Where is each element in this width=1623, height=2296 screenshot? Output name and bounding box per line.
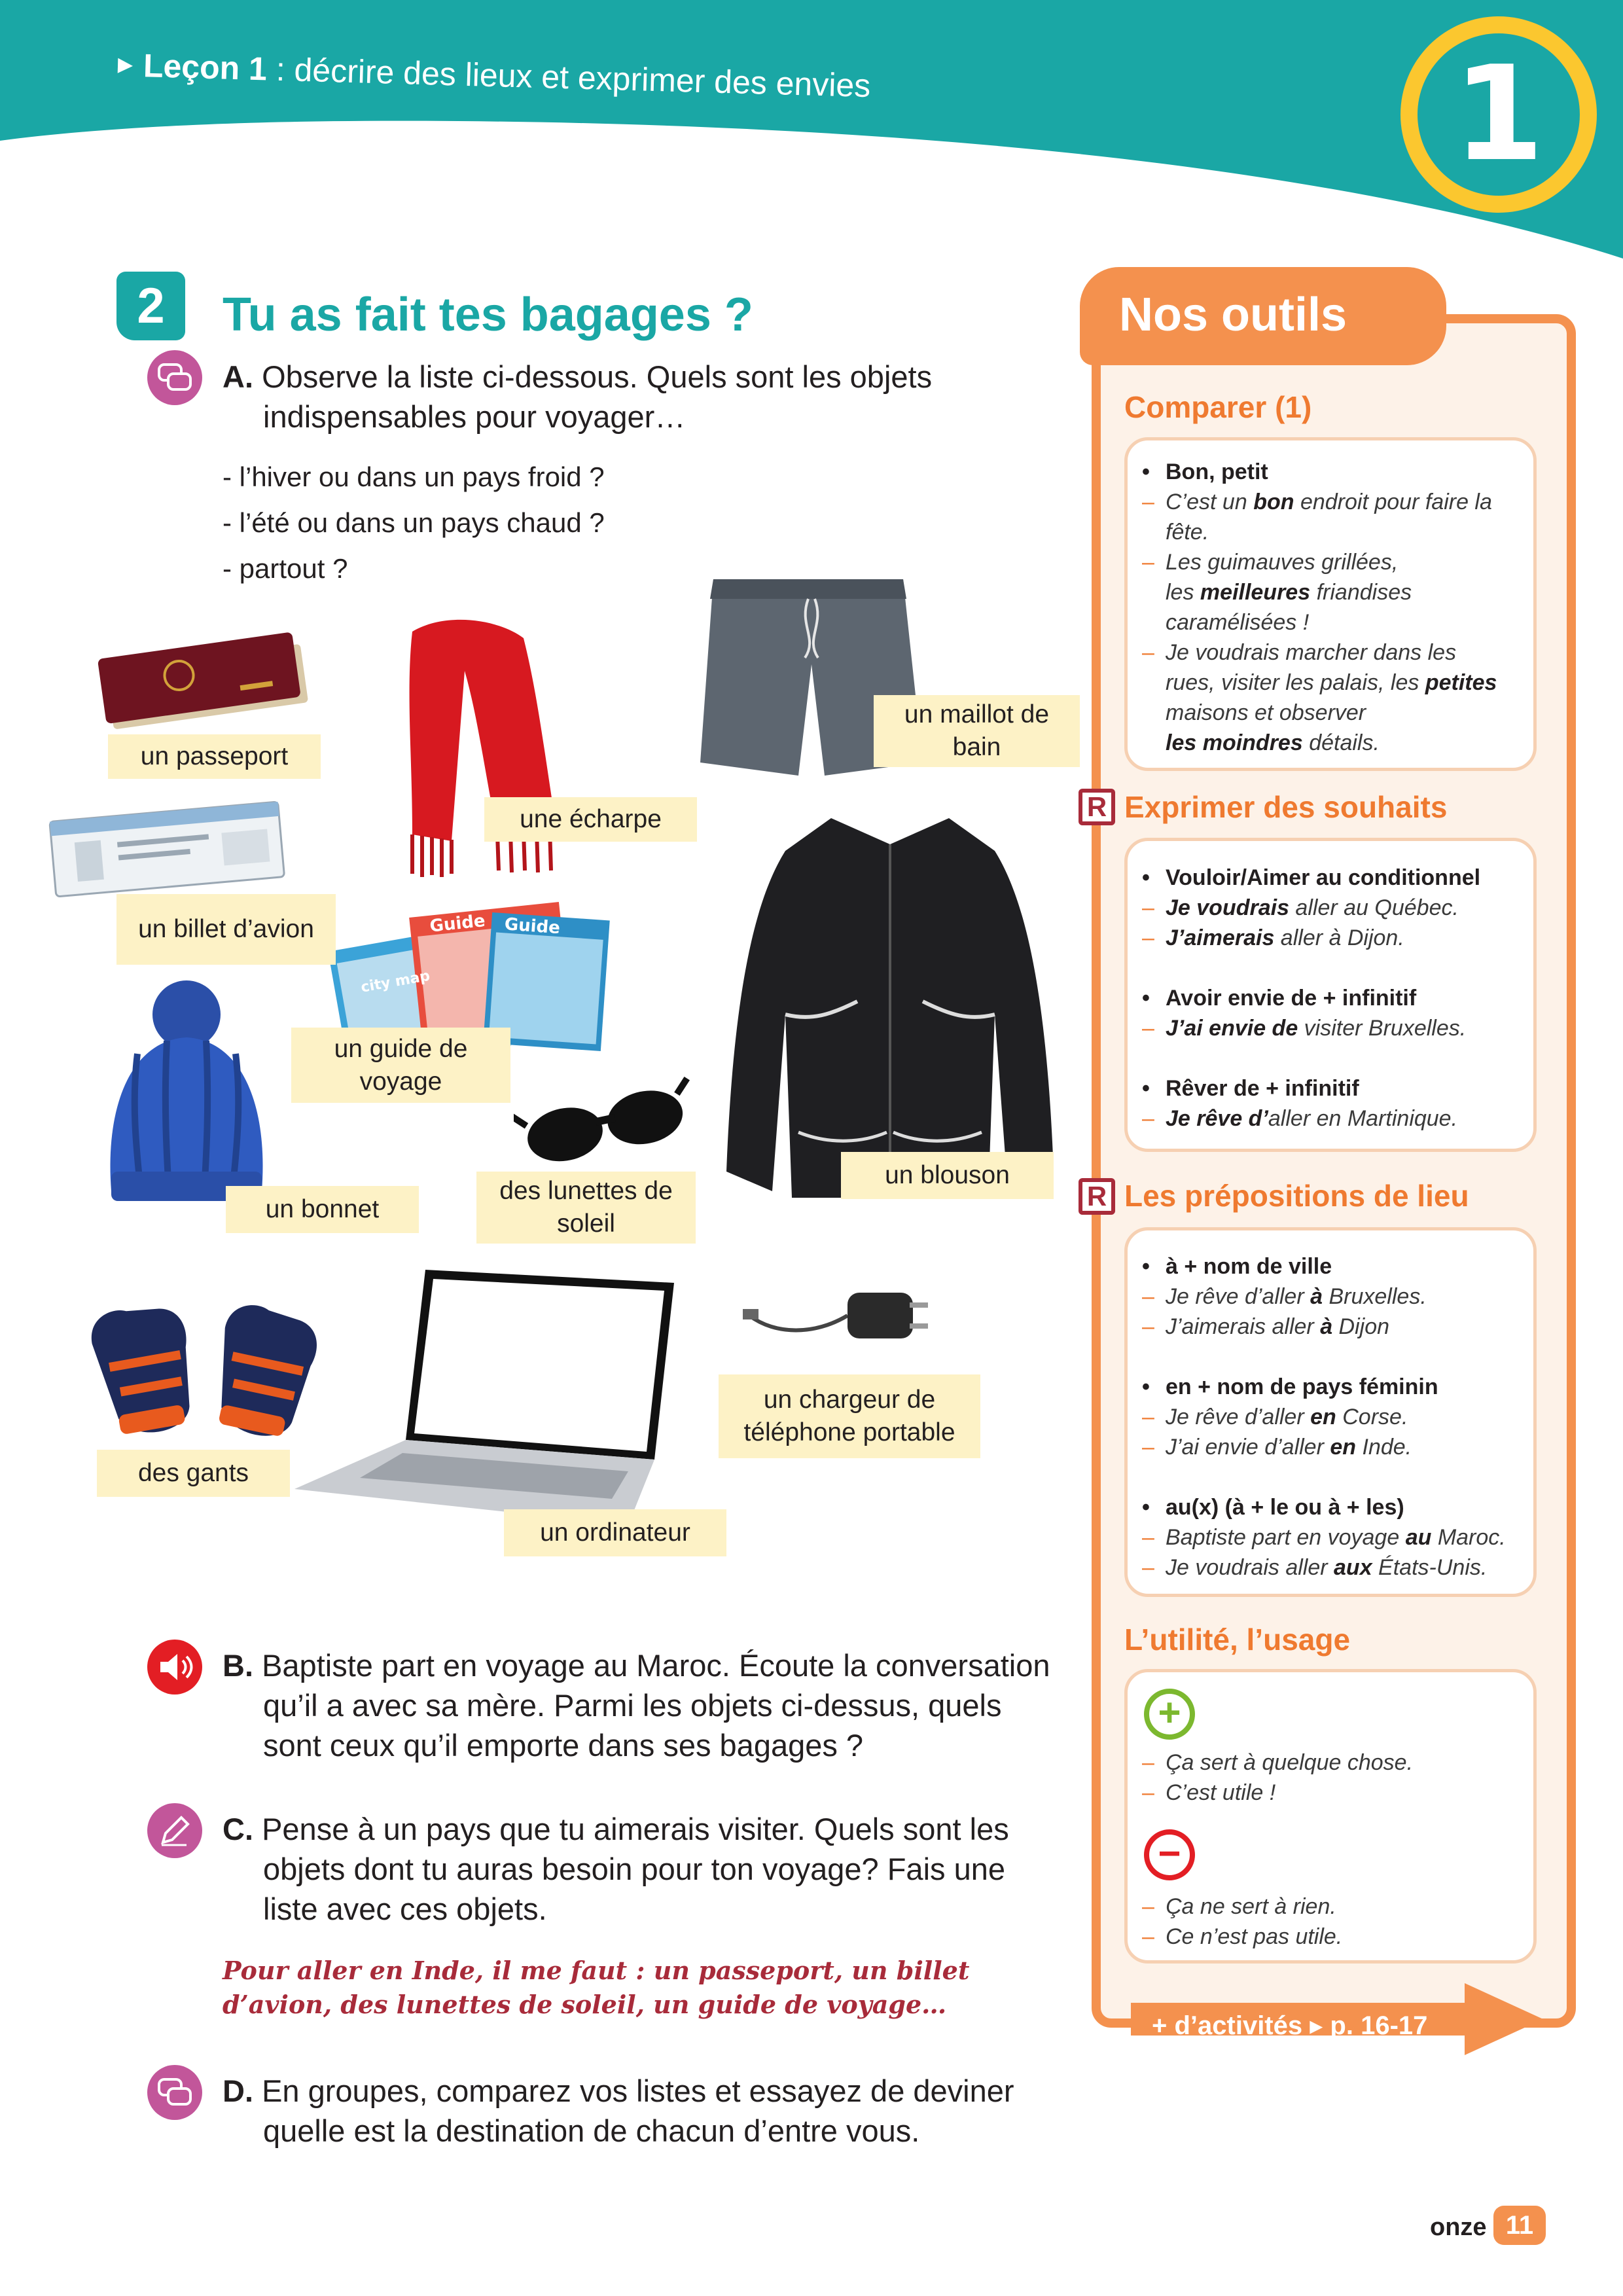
gloves-image <box>72 1283 321 1460</box>
example-text: Baptiste part en voyage <box>1166 1525 1406 1550</box>
text-utilite-negative: – Ça ne sert à rien. – Ce n’est pas utile. <box>1142 1894 1343 1949</box>
label-maillot <box>874 695 1080 767</box>
example-keyword: bon <box>1253 490 1294 514</box>
page-number: 11 <box>1493 2206 1546 2245</box>
task-c-line3: liste avec ces objets. <box>263 1892 547 1926</box>
laptop-image <box>288 1263 681 1532</box>
rule-avoir-envie: Avoir envie de + infinitif <box>1166 986 1417 1011</box>
label-blouson: un blouson <box>841 1152 1054 1199</box>
example-text: Je voudrais aller <box>1166 1555 1334 1580</box>
city-map-word: city map <box>359 967 431 996</box>
task-c-line1: Pense à un pays que tu aimerais visiter. Quels sont les <box>262 1812 1009 1846</box>
task-b-line1: Baptiste part en voyage au Maroc. Écoute la conversation <box>262 1648 1050 1683</box>
example-keyword: en <box>1310 1405 1336 1429</box>
label-lunettes-line2: soleil <box>557 1210 615 1238</box>
guide-cover-word: Guide <box>503 914 561 939</box>
task-a-letter: A. <box>223 359 253 394</box>
example-text: Bruxelles. <box>1323 1284 1427 1309</box>
rule-au-aux: au(x) (à + le ou à + les) <box>1166 1495 1404 1520</box>
task-a-bullet: - l’été ou dans un pays chaud ? <box>223 507 605 538</box>
label-bonnet: un bonnet <box>226 1186 419 1233</box>
rule-bon-petit: Bon, petit <box>1166 459 1268 484</box>
example-text: rues, visiter les palais, les <box>1166 670 1425 695</box>
example-text: Ça ne sert à rien. <box>1166 1894 1336 1919</box>
label-chargeur <box>719 1374 980 1458</box>
label-echarpe: une écharpe <box>484 797 697 842</box>
label-lunettes <box>476 1172 696 1244</box>
sidebar-title: Nos outils <box>1119 289 1347 341</box>
review-marker: R <box>1079 1178 1115 1215</box>
example-text: Inde. <box>1356 1435 1412 1460</box>
task-d-line1: En groupes, comparez vos listes et essayez de deviner <box>262 2073 1014 2108</box>
label-guide <box>291 1028 510 1103</box>
example-text: les <box>1166 580 1200 605</box>
task-b-line2: qu’il a avec sa mère. Parmi les objets ci-dessus, quels <box>263 1688 1002 1723</box>
rule-a-ville: à + nom de ville <box>1166 1254 1332 1279</box>
label-lunettes-line1: des lunettes de <box>499 1177 673 1205</box>
section-title: Tu as fait tes bagages ? <box>223 289 753 341</box>
task-b-line3: sont ceux qu’il emporte dans ses bagages ? <box>263 1728 864 1763</box>
example-text: Je rêve d’aller <box>1166 1284 1311 1309</box>
example-text: aller en Martinique. <box>1268 1106 1458 1131</box>
rule-conditionnel: Vouloir/Aimer au conditionnel <box>1166 865 1481 890</box>
heading-prepositions: Les prépositions de lieu <box>1124 1179 1469 1213</box>
label-gants: des gants <box>97 1450 290 1497</box>
label-passeport: un passeport <box>108 734 321 779</box>
task-d-letter: D. <box>223 2073 253 2108</box>
example-text: maisons et observer <box>1166 700 1366 725</box>
speech-bubbles-icon <box>147 350 202 405</box>
example-text: Je voudrais marcher dans les <box>1166 640 1457 665</box>
scarf-image <box>386 612 569 887</box>
example-text: États-Unis. <box>1372 1555 1488 1580</box>
example-text: Maroc. <box>1431 1525 1506 1550</box>
example-text: Dijon <box>1332 1314 1390 1339</box>
charger-image <box>736 1276 933 1348</box>
minus-icon: − <box>1144 1829 1195 1880</box>
example-text: Corse. <box>1336 1405 1408 1429</box>
lesson-number: Leçon 1 <box>143 47 268 88</box>
example-keyword: Je rêve d’ <box>1166 1106 1268 1131</box>
label-maillot-line2: bain <box>952 733 1001 761</box>
heading-souhaits: Exprimer des souhaits <box>1124 790 1448 824</box>
label-ordinateur: un ordinateur <box>504 1509 726 1556</box>
example-text: Ça sert à quelque chose. <box>1166 1750 1414 1775</box>
speech-bubbles-icon <box>147 2065 202 2120</box>
example-keyword: Je voudrais <box>1166 895 1289 920</box>
text-souhaits: • Vouloir/Aimer au conditionnel – Je voudrais aller au Québec. – J’aimerais aller à Dijon. • Avoir envie de + infinitif – J’ai envie de visiter Bruxelles. • Rêver de + infinitif – Je rêve d’aller en Martinique. <box>1142 865 1481 1131</box>
example-text: C’est utile ! <box>1166 1780 1276 1805</box>
example-keyword: J’ai envie de <box>1166 1016 1298 1041</box>
passport-image <box>88 625 317 736</box>
speaker-icon <box>147 1640 202 1695</box>
task-a-line2: indispensables pour voyager… <box>263 399 686 434</box>
beanie-image <box>98 975 275 1217</box>
plane-ticket-image <box>46 795 288 900</box>
heading-utilite: L’utilité, l’usage <box>1124 1623 1351 1657</box>
task-c-letter: C. <box>223 1812 253 1846</box>
example-text: caramélisées ! <box>1166 610 1310 635</box>
example-keyword: en <box>1330 1435 1357 1460</box>
label-billet: un billet d’avion <box>116 894 336 965</box>
label-chargeur-line2: téléphone portable <box>743 1418 955 1446</box>
example-text: friandises <box>1310 580 1412 605</box>
play-arrow-icon: ▶ <box>117 54 134 76</box>
example-keyword: J’aimerais <box>1166 925 1275 950</box>
task-c-example-line1: Pour aller en Inde, il me faut : un passeport, un billet <box>223 1956 970 1985</box>
example-text: fête. <box>1166 520 1209 545</box>
task-a-bullet: - partout ? <box>223 553 348 584</box>
label-guide-line2: voyage <box>359 1067 442 1096</box>
task-a <box>223 357 932 437</box>
example-keyword: petites <box>1425 670 1497 695</box>
heading-comparer: Comparer (1) <box>1124 390 1312 424</box>
task-a-bullet: - l’hiver ou dans un pays froid ? <box>223 461 605 492</box>
unit-badge <box>1400 16 1597 213</box>
example-keyword: à <box>1310 1284 1323 1309</box>
section-number: 2 <box>116 272 185 340</box>
example-keyword: à <box>1320 1314 1333 1339</box>
plus-icon: + <box>1144 1689 1195 1740</box>
example-text: endroit pour faire la <box>1294 490 1492 514</box>
guide-cover-word: Guide <box>429 911 486 937</box>
example-keyword: aux <box>1334 1555 1372 1580</box>
label-chargeur-line1: un chargeur de <box>763 1386 936 1414</box>
example-keyword: meilleures <box>1200 580 1311 605</box>
task-c <box>223 1809 1009 1929</box>
rule-en-pays: en + nom de pays féminin <box>1166 1374 1438 1399</box>
example-text: aller au Québec. <box>1289 895 1459 920</box>
example-text: détails. <box>1302 730 1380 755</box>
task-b <box>223 1645 1050 1765</box>
review-marker: R <box>1079 789 1115 825</box>
example-text: aller à Dijon. <box>1274 925 1404 950</box>
text-utilite-positive: – Ça sert à quelque chose. – C’est utile ! <box>1142 1750 1414 1805</box>
task-c-example <box>223 1954 1008 2022</box>
task-a-line1: Observe la liste ci-dessous. Quels sont les objets <box>262 359 933 394</box>
example-keyword: les moindres <box>1166 730 1303 755</box>
unit-number: 1 <box>1418 33 1580 196</box>
page-word: onze <box>1430 2214 1487 2241</box>
text-comparer: • Bon, petit – C’est un bon endroit pour faire la fête. – Les guimauves grillées, les meilleures friandises caramélisées ! – Je voudrais marcher dans les rues, visiter les palais, les petites maisons et observer les moindres détails. <box>1142 457 1528 758</box>
header-band <box>0 0 1623 275</box>
label-guide-line1: un guide de <box>334 1034 468 1063</box>
pencil-icon <box>147 1803 202 1858</box>
label-maillot-line1: un maillot de <box>904 700 1050 728</box>
example-text: Les guimauves grillées, <box>1166 550 1399 575</box>
sunglasses-image <box>514 1070 697 1168</box>
example-text: Ce n’est pas utile. <box>1166 1924 1343 1949</box>
example-text: Je rêve d’aller <box>1166 1405 1311 1429</box>
activities-link[interactable]: + d’activités ▸ p. 16-17 <box>1152 2011 1428 2040</box>
example-text: J’aimerais aller <box>1166 1314 1321 1339</box>
example-keyword: au <box>1405 1525 1432 1550</box>
task-c-line2: objets dont tu auras besoin pour ton voyage? Fais une <box>263 1852 1005 1886</box>
example-text: visiter Bruxelles. <box>1298 1016 1467 1041</box>
example-text: C’est un <box>1166 490 1254 514</box>
task-d-line2: quelle est la destination de chacun d’entre vous. <box>263 2113 920 2148</box>
task-b-letter: B. <box>223 1648 253 1683</box>
rule-rever: Rêver de + infinitif <box>1166 1076 1359 1101</box>
task-c-example-line2: d’avion, des lunettes de soleil, un guide de voyage… <box>223 1990 947 2019</box>
example-text: J’ai envie d’aller <box>1166 1435 1330 1460</box>
text-prepositions: • à + nom de ville – Je rêve d’aller à Bruxelles. – J’aimerais aller à Dijon • en + nom de pays féminin – Je rêve d’aller en Corse. – J’ai envie d’aller en Inde. • au(x) (à + le ou à + les) – Baptiste part en voyage au Maroc. – Je voudrais aller aux États-Unis. <box>1142 1254 1506 1580</box>
task-d <box>223 2071 1014 2151</box>
lesson-description: : décrire des lieux et exprimer des envies <box>266 50 872 105</box>
